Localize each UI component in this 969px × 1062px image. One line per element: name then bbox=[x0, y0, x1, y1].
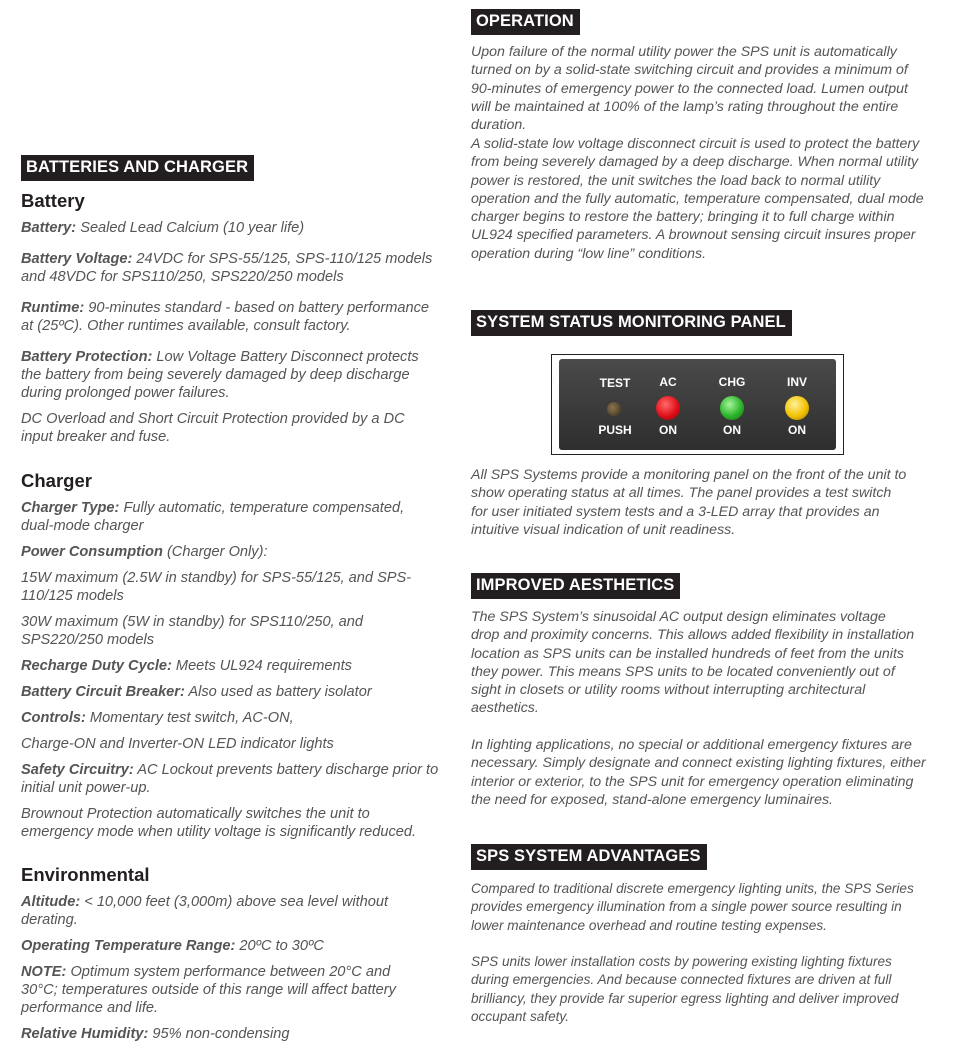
safety-circuitry-item: Safety Circuitry: AC Lockout prevents battery discharge prior to initial unit power-up. bbox=[21, 762, 439, 796]
operating-temp-item: Operating Temperature Range: 20ºC to 30ºC bbox=[21, 938, 324, 954]
operation-paragraph-1: Upon failure of the normal utility power the SPS unit is automatically turned on by a solid-state switching circuit and provides a minimum of 90-minutes of emergency power to the connected load. Lumen output will be maintained at 100% of the lamp’s rating throughout the entire duration. bbox=[471, 44, 908, 134]
panel-label-inv: INV bbox=[786, 375, 807, 389]
panel-label-inv-on: ON bbox=[788, 423, 806, 437]
section-title-status-panel: SYSTEM STATUS MONITORING PANEL bbox=[471, 310, 792, 336]
charger-type-item: Charger Type: Fully automatic, temperature compensated, dual-mode charger bbox=[21, 500, 405, 534]
chg-led-indicator bbox=[720, 396, 744, 420]
panel-label-test: TEST bbox=[599, 376, 631, 390]
aesthetics-paragraph-1: The SPS System’s sinusoidal AC output design eliminates voltage drop and proximity concerns. This allows added flexibility in installation location as SPS units can be installed hundreds of feet from the units they power. This means SPS units to be located conveniently out of sight in closets or utility rooms without interrupting architectural aesthetics. bbox=[471, 609, 915, 717]
section-title-batteries-charger: BATTERIES AND CHARGER bbox=[21, 155, 254, 181]
recharge-duty-item: Recharge Duty Cycle: Meets UL924 requirements bbox=[21, 658, 352, 674]
section-title-advantages: SPS SYSTEM ADVANTAGES bbox=[471, 844, 707, 870]
panel-label-ac-on: ON bbox=[659, 423, 677, 437]
battery-item: Battery: Sealed Lead Calcium (10 year life) bbox=[21, 220, 305, 236]
aesthetics-paragraph-2: In lighting applications, no special or additional emergency fixtures are necessary. Simply designate and connect existing lighting fixtures, either interior or exterior, to the SPS unit for emergency operation eliminating the need for exposed, stand-alone emergency luminaires. bbox=[471, 737, 926, 808]
status-monitoring-panel bbox=[551, 354, 844, 455]
power-30w-item: 30W maximum (5W in standby) for SPS110/250, and SPS220/250 models bbox=[21, 614, 364, 648]
brownout-item: Brownout Protection automatically switches the unit to emergency mode when utility voltage is significantly reduced. bbox=[21, 806, 417, 840]
panel-label-push: PUSH bbox=[598, 423, 632, 437]
panel-label-chg-on: ON bbox=[723, 423, 741, 437]
operation-paragraph-2: A solid-state low voltage disconnect circuit is used to protect the battery from being severely damaged by a deep discharge. When normal utility power is restored, the unit switches the load back to normal utility operation and the fully automatic, temperature compensated, dual mode charger begins to restore the battery; bringing it to full charge within UL924 specified parameters. A brownout sensing circuit insures proper operation during “low line” conditions. bbox=[471, 136, 924, 262]
status-panel-paragraph: All SPS Systems provide a monitoring panel on the front of the unit to show operating status at all times. The panel provides a test switch for user initiated system tests and a 3-LED array that provides an intuitive visual indication of unit readiness. bbox=[471, 467, 907, 538]
runtime-item: Runtime: 90-minutes standard - based on battery performance at (25ºC). Other runtimes available, consult factory. bbox=[21, 300, 430, 334]
section-title-aesthetics: IMPROVED AESTHETICS bbox=[471, 573, 680, 599]
charger-heading: Charger bbox=[21, 470, 92, 491]
test-push-button[interactable] bbox=[607, 402, 621, 416]
humidity-item: Relative Humidity: 95% non-condensing bbox=[21, 1026, 290, 1042]
dc-overload-item: DC Overload and Short Circuit Protection provided by a DC input breaker and fuse. bbox=[21, 411, 405, 445]
panel-label-chg: CHG bbox=[718, 375, 746, 389]
circuit-breaker-item: Battery Circuit Breaker: Also used as battery isolator bbox=[21, 684, 372, 700]
advantages-paragraph-1: Compared to traditional discrete emergency lighting units, the SPS Series provides emergency illumination from a single power source resulting in lower maintenance overhead and routine testing expenses. bbox=[471, 881, 914, 933]
panel-face bbox=[559, 359, 836, 450]
environmental-heading: Environmental bbox=[21, 864, 150, 885]
section-title-operation: OPERATION bbox=[471, 9, 580, 35]
advantages-paragraph-2: SPS units lower installation costs by powering existing lighting fixtures during emergencies. And because connected fixtures are driven at full brilliancy, they provide far superior egress lighting and deliver improved occupant safety. bbox=[471, 954, 899, 1024]
battery-heading: Battery bbox=[21, 190, 85, 211]
panel-label-ac: AC bbox=[659, 375, 677, 389]
altitude-item: Altitude: < 10,000 feet (3,000m) above sea level without derating. bbox=[21, 894, 389, 928]
battery-protection-item: Battery Protection: Low Voltage Battery Disconnect protects the battery from being severely damaged by deep discharge during prolonged power failures. bbox=[21, 349, 419, 401]
power-consumption-item: Power Consumption (Charger Only): bbox=[21, 544, 268, 560]
power-15w-item: 15W maximum (2.5W in standby) for SPS-55/125, and SPS-110/125 models bbox=[21, 570, 412, 604]
controls-led-item: Charge-ON and Inverter-ON LED indicator lights bbox=[21, 736, 334, 752]
ac-led-indicator bbox=[656, 396, 680, 420]
controls-item: Controls: Momentary test switch, AC-ON, bbox=[21, 710, 294, 726]
note-item: NOTE: Optimum system performance between 20°C and 30°C; temperatures outside of this range will affect battery performance and life. bbox=[21, 964, 396, 1016]
inv-led-indicator bbox=[785, 396, 809, 420]
battery-voltage-item: Battery Voltage: 24VDC for SPS-55/125, SPS-110/125 models and 48VDC for SPS110/250, SPS220/250 models bbox=[21, 251, 433, 285]
